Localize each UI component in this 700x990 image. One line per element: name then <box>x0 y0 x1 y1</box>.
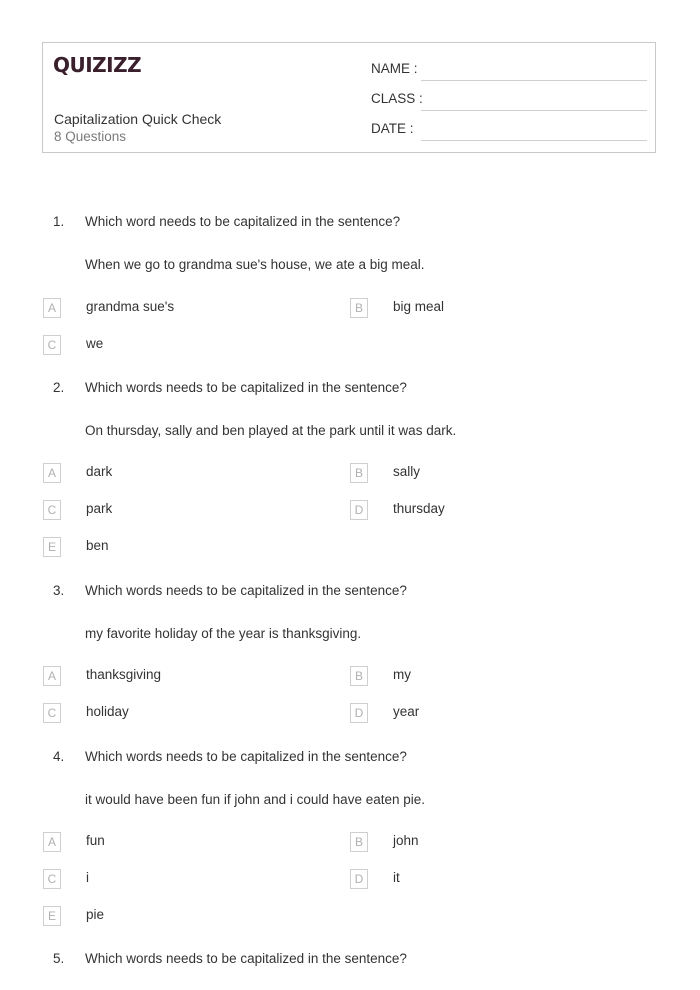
option-letter: D <box>350 703 368 723</box>
option-letter: A <box>43 463 61 483</box>
question-sentence: my favorite holiday of the year is thanksgiving. <box>85 626 362 641</box>
option-text: dark <box>86 464 113 479</box>
option-letter: A <box>43 832 61 852</box>
question-prompt: Which words needs to be capitalized in the sentence? <box>85 951 407 966</box>
date-line[interactable] <box>421 140 647 141</box>
option-letter: B <box>350 298 368 318</box>
option-letter: B <box>350 666 368 686</box>
question-sentence: it would have been fun if john and i could have eaten pie. <box>85 792 425 807</box>
question-number: 3. <box>53 583 65 598</box>
option-letter: E <box>43 537 61 557</box>
option-text: big meal <box>393 299 445 314</box>
option-letter: C <box>43 500 61 520</box>
option-letter: A <box>43 666 61 686</box>
option-letter: E <box>43 906 61 926</box>
question-number: 2. <box>53 380 65 395</box>
class-field[interactable] <box>371 91 647 111</box>
question-sentence: On thursday, sally and ben played at the park until it was dark. <box>85 423 457 438</box>
option-text: pie <box>86 907 105 922</box>
option-text: fun <box>86 833 105 848</box>
option-text: my <box>393 667 411 682</box>
quizizz-logo: QUIZIZZ <box>53 53 142 77</box>
class-label: CLASS : <box>371 91 423 106</box>
option-text: i <box>86 870 89 885</box>
option-text: sally <box>393 464 421 479</box>
class-line[interactable] <box>421 110 647 111</box>
option-letter: C <box>43 335 61 355</box>
name-label: NAME : <box>371 61 418 76</box>
name-field[interactable] <box>371 61 647 81</box>
question-prompt: Which words needs to be capitalized in the sentence? <box>85 583 407 598</box>
worksheet-title: Capitalization Quick Check <box>54 111 222 127</box>
option-letter: B <box>350 832 368 852</box>
question-number: 1. <box>53 214 65 229</box>
question-number: 4. <box>53 749 65 764</box>
date-label: DATE : <box>371 121 414 136</box>
option-text: thursday <box>393 501 445 516</box>
option-letter: D <box>350 869 368 889</box>
option-text: park <box>86 501 113 516</box>
option-text: it <box>393 870 400 885</box>
name-line[interactable] <box>421 80 647 81</box>
question-prompt: Which word needs to be capitalized in the sentence? <box>85 214 401 229</box>
option-text: year <box>393 704 420 719</box>
option-text: john <box>393 833 419 848</box>
option-letter: D <box>350 500 368 520</box>
option-text: holiday <box>86 704 129 719</box>
option-letter: C <box>43 869 61 889</box>
question-prompt: Which words needs to be capitalized in the sentence? <box>85 380 407 395</box>
option-text: we <box>86 336 104 351</box>
question-count: 8 Questions <box>54 129 127 144</box>
option-text: thanksgiving <box>86 667 162 682</box>
question-number: 5. <box>53 951 65 966</box>
question-prompt: Which words needs to be capitalized in the sentence? <box>85 749 407 764</box>
option-text: ben <box>86 538 109 553</box>
option-letter: A <box>43 298 61 318</box>
date-field[interactable] <box>371 121 647 141</box>
option-letter: C <box>43 703 61 723</box>
worksheet-header <box>42 42 656 153</box>
option-letter: B <box>350 463 368 483</box>
option-text: grandma sue's <box>86 299 175 314</box>
question-sentence: When we go to grandma sue's house, we ate a big meal. <box>85 257 425 272</box>
